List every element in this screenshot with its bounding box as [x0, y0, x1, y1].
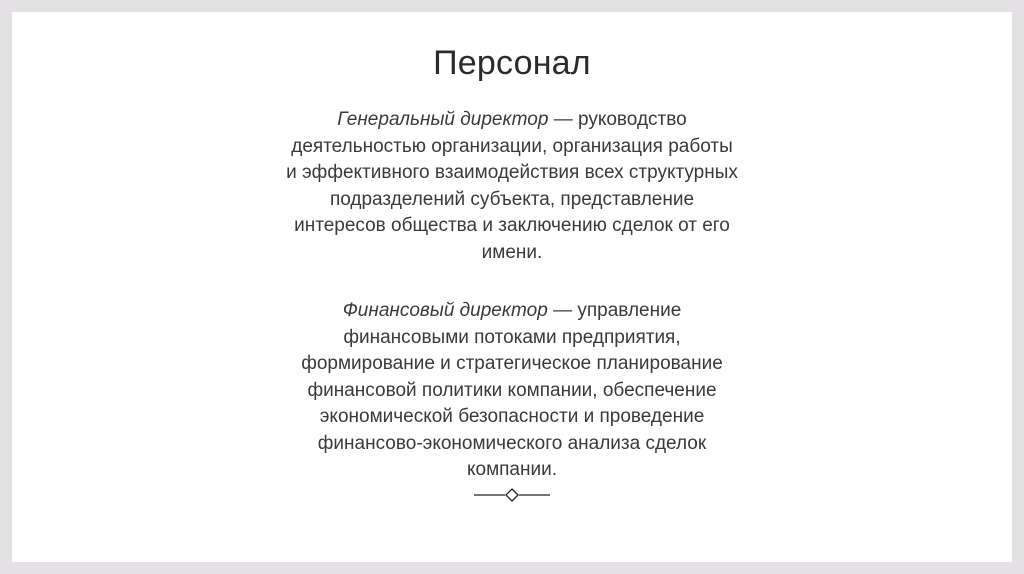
ceo-paragraph [0, 107, 1024, 266]
cfo-paragraph-line: финансовыми потоками предприятия, [343, 326, 681, 348]
cfo-description-start: — управление [547, 300, 682, 321]
ceo-paragraph-line: интересов общества и заключению сделок от его [294, 215, 730, 236]
cfo-paragraph-line: финансовой политики компании, обеспечение [307, 379, 717, 401]
ceo-paragraph-line: имени. [481, 241, 543, 263]
cfo-role: Финансовый директор [342, 300, 548, 321]
ceo-paragraph-line: деятельностью организации, организация работы [291, 135, 733, 157]
ceo-paragraph-line: подразделений субъекта, представление [329, 188, 695, 210]
cfo-paragraph [0, 298, 1024, 484]
cfo-paragraph-line: финансово-экономического анализа сделок [317, 432, 707, 454]
cfo-paragraph-line [0, 298, 1024, 325]
cfo-paragraph-line: формирование и стратегическое планирование [301, 353, 723, 374]
cfo-paragraph-line: экономической безопасности и проведение [319, 406, 705, 427]
cfo-paragraph-line: компании. [466, 459, 557, 480]
ceo-paragraph-line [0, 107, 1024, 134]
ceo-description-start: — руководство [548, 109, 687, 130]
slide-title: Персонал [433, 44, 591, 82]
ceo-paragraph-line: и эффективного взаимодействия всех структурных [286, 162, 738, 183]
ceo-role: Генеральный директор [337, 109, 549, 130]
diamond-divider-icon [474, 487, 550, 503]
